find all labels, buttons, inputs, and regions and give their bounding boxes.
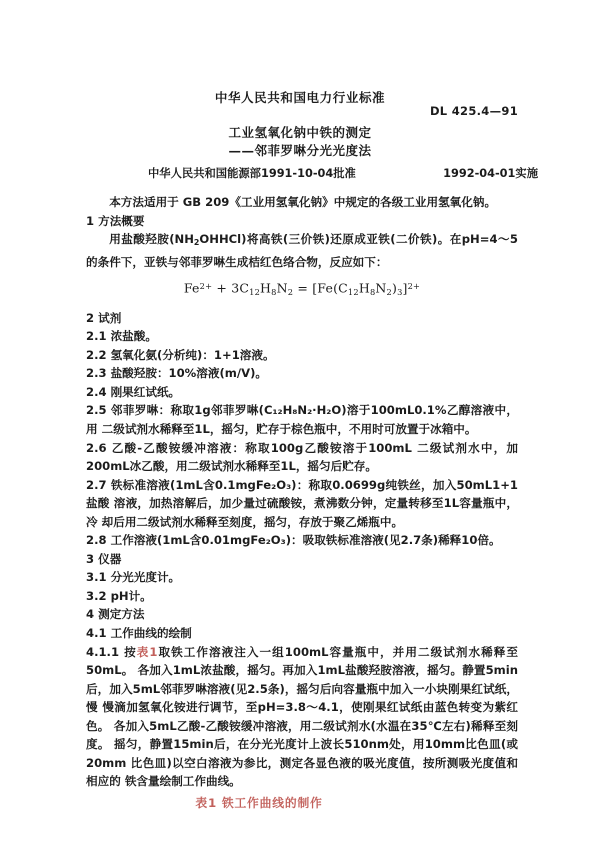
section-1-text-a: 用盐酸羟胺(NH: [109, 232, 194, 247]
approval-line: [0, 165, 600, 181]
section-1-text-b: OHHCl)将高铁(三价铁)还原成亚铁(二价铁)。在pH=4～5的条件下，亚铁与邻菲罗啉生成桔红色络合物，反应如下：: [86, 232, 518, 269]
section-2-heading: 2 试剂: [86, 310, 122, 325]
procedure-4-1-1: [86, 643, 518, 791]
effective-date: 1992-04-01实施: [443, 167, 538, 180]
subscript-2: 2: [193, 238, 200, 248]
reagent-2-5-text: 邻菲罗啉：称取1g邻菲罗啉(C₁₂H₈N₂·H₂O)溶于100mL0.1%乙醇溶液中，用 二级试剂水稀释至1L，摇匀，贮存于棕色瓶中，不用时可放置于冰箱中。: [86, 403, 518, 436]
instrument-3-1: 3.1 分光光度计。: [86, 570, 181, 585]
standard-organization-line: 中华人民共和国电力行业标准: [214, 90, 386, 105]
reagent-2-8-number: 2.8: [86, 533, 107, 548]
section-4-heading: 4 测定方法: [86, 607, 145, 622]
document-title: 工业氢氧化钠中铁的测定: [228, 125, 372, 140]
scope-paragraph: 本方法适用于 GB 209《工业用氢氧化钠》中规定的各级工业用氢氧化钠。: [109, 195, 497, 209]
standard-code: DL 425.4—91: [429, 104, 518, 118]
reagent-2-5: [86, 401, 518, 438]
section-1-heading: 1 方法概要: [86, 213, 145, 228]
document-body: [86, 193, 518, 812]
reagent-2-6: [86, 439, 518, 476]
table-1-caption-text: 表1 铁工作曲线的制作: [195, 795, 323, 810]
procedure-4-1-1-text: 取铁工作溶液注入一组100mL容量瓶中，并用二级试剂水稀释至50mL。 各加入1mL浓盐酸，摇匀。再加入1mL盐酸羟胺溶液，摇匀。静置5min后，加入5mL邻菲罗啉溶液(见2.5条)，摇匀后向容量瓶中加入一小块刚果红试纸，慢 慢滴加氢氧化铵进行调节，至pH=3.8～4.1，使刚果红试纸由蓝色转变为紫红色。 各加入5mL乙酸-乙酸铵缓冲溶液，用二级试剂水(水温在35℃左右)稀释至刻度。 摇匀，静置15min后，在分光光度计上波长510nm处，用10mm比色皿(或20mm 比色皿)以空白溶液为参比，测定各显色液的吸光度值，按所测吸光度值和相应的 铁含量绘制工作曲线。: [86, 644, 518, 789]
table-1-caption: [86, 791, 518, 813]
procedure-4-1-1-prefix: 按: [124, 644, 137, 659]
reagent-2-5-number: 2.5: [86, 403, 107, 418]
table-1-reference: 表1: [136, 644, 158, 659]
reagent-2-6-text: 乙酸-乙酸铵缓冲溶液：称取100g乙酸铵溶于100mL 二级试剂水中，加200mL冰乙酸，用二级试剂水稀释至1L，摇匀后贮存。: [86, 440, 518, 474]
reagent-2-7-number: 2.7: [86, 477, 107, 492]
chemical-equation: $Fe^{2+} + 3C_{12}H_8N_2 = [Fe(C_{12}H_8N_2)_3]^{2+}$: [183, 280, 421, 298]
approval-authority-date: 中华人民共和国能源部1991-10-04批准: [148, 167, 356, 180]
document-subtitle: ——邻菲罗啉分光光度法: [228, 143, 372, 158]
instrument-3-2: 3.2 pH计。: [86, 588, 152, 603]
section-3-heading: 3 仪器: [86, 551, 122, 566]
reagent-2-3: 2.3 盐酸羟胺：10%溶液(m/V)。: [86, 366, 267, 381]
procedure-4-1-1-number: 4.1.1: [86, 644, 120, 659]
section-4-1-heading: 4.1 工作曲线的绘制: [86, 626, 192, 640]
reagent-2-8-text: 工作溶液(1mL含0.01mgFe₂O₃)：吸取铁标准溶液(见2.7条)稀释10倍。: [110, 533, 501, 548]
reagent-2-7: [86, 476, 518, 532]
section-1-paragraph: [86, 230, 518, 271]
reagent-2-1: 2.1 浓盐酸。: [86, 329, 157, 344]
reagent-2-7-text: 铁标准溶液(1mL含0.1mgFe₂O₃)：称取0.0699g纯铁丝，加入50mL1+1盐酸 溶液，加热溶解后，加少量过硫酸铵，煮沸数分钟，定量转移至1L容量瓶中，冷 却后用二级试剂水稀释至刻度，摇匀，存放于聚乙烯瓶中。: [86, 477, 518, 529]
reagent-2-4: 2.4 刚果红试纸。: [86, 384, 181, 399]
reagent-2-8: [86, 531, 518, 550]
reagent-2-2: 2.2 氢氧化氨(分析纯)：1+1溶液。: [86, 347, 275, 362]
reagent-2-6-number: 2.6: [86, 440, 107, 455]
